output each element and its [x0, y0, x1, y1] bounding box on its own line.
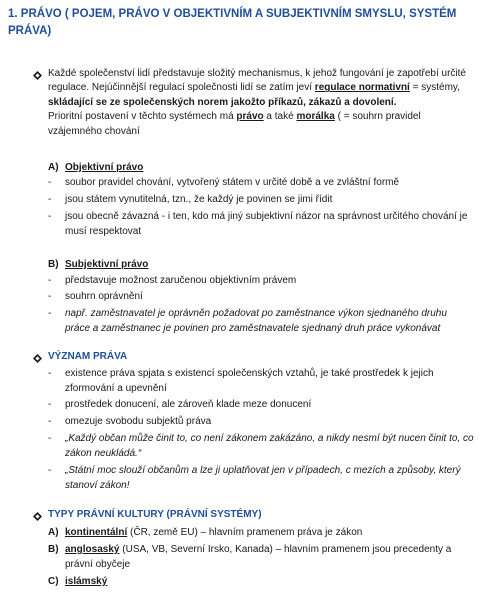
dash-bullet: -	[48, 399, 52, 410]
intro-text: ( = souhrn pravidel	[334, 111, 421, 123]
list-item: např. zaměstnavatel je oprávněn požadovat po zaměstnance výkon sjednaného druhu	[65, 308, 447, 319]
intro-line-5: vzájemného chování	[48, 125, 140, 137]
intro-line-2	[48, 81, 488, 95]
dash-bullet: -	[48, 308, 52, 319]
subjective-heading: Subjektivní právo	[65, 259, 149, 270]
quote-item: „Státní moc slouží občanům a lze ji uplatňovat jen v případech, c mezích a způsoby, který	[65, 465, 461, 476]
objective-heading: Objektivní právo	[65, 162, 144, 173]
term-islamsky: islámský	[65, 576, 108, 587]
type-a-description: (ČR, země EU) – hlavním pramenem práva je zákon	[127, 527, 363, 538]
type-c-letter: C)	[48, 576, 59, 587]
list-item-continued: musí respektovat	[65, 226, 142, 237]
intro-text: a také	[263, 111, 297, 123]
meaning-heading: VÝZNAM PRÁVA	[48, 351, 128, 362]
dash-bullet: -	[48, 291, 52, 302]
diamond-bullet-icon	[33, 71, 42, 80]
list-item-continued: práce a zaměstnanec je povinen pro zaměstnavatele sjednaný druh práce vykonávat	[65, 323, 441, 334]
list-item: soubor pravidel chování, vytvořený státem v určité době a ve zvláštní formě	[65, 177, 400, 188]
intro-text: regulace. Nejúčinnější regulací společnosti lidí se zatím jeví	[48, 82, 315, 94]
list-item: jsou státem vynutitelná, tzn., že každý je povinen se jimi řídit	[65, 194, 333, 205]
term-normative-regulation: regulace normativní	[314, 82, 410, 94]
title-line-2: PRÁVA)	[8, 25, 52, 37]
dash-bullet: -	[48, 211, 52, 222]
quote-item-continued: stanoví zákon!	[65, 480, 130, 491]
dash-bullet: -	[48, 416, 52, 427]
objective-letter: A)	[48, 162, 59, 173]
intro-line-3: skládající se ze společenských norem jakožto příkazů, zákazů a dovolení.	[48, 96, 397, 108]
dash-bullet: -	[48, 368, 52, 379]
term-anglosasky: anglosaský	[65, 544, 120, 555]
type-a-letter: A)	[48, 527, 59, 538]
page-title	[8, 6, 478, 40]
list-item: prostředek donucení, ale zároveň klade meze donucení	[65, 399, 312, 410]
dash-bullet: -	[48, 177, 52, 188]
type-a-item	[65, 526, 362, 540]
type-b-description: (USA, VB, Severní Irsko, Kanada) – hlavním pramenem jsou precedenty a	[119, 544, 452, 555]
diamond-bullet-icon	[33, 512, 42, 521]
intro-text: Prioritní postavení v těchto systémech má	[48, 111, 237, 123]
term-kontinentalni: kontinentální	[65, 527, 128, 538]
type-b-item	[65, 543, 451, 557]
type-b-letter: B)	[48, 544, 59, 555]
term-moralka: morálka	[296, 111, 335, 123]
dash-bullet: -	[48, 275, 52, 286]
title-line-1: 1. PRÁVO ( POJEM, PRÁVO V OBJEKTIVNÍM A SUBJEKTIVNÍM SMYSLU, SYSTÉM	[8, 8, 457, 20]
dash-bullet: -	[48, 194, 52, 205]
list-item: představuje možnost zaručenou objektivním právem	[65, 275, 297, 286]
list-item: existence práva spjata s existencí společenských vztahů, je také prostředek k jejich	[65, 368, 434, 379]
list-item: souhrn oprávnění	[65, 291, 143, 302]
intro-line-1: Každé společenství lidí představuje složitý mechanismus, k jehož fungování je zapotřebí určité	[48, 68, 466, 79]
quote-item: „Každý občan může činit to, co není zákonem zakázáno, a nikdy nesmí být nucen činit to, co	[65, 433, 474, 444]
dash-bullet: -	[48, 433, 52, 444]
diamond-bullet-icon	[33, 354, 42, 363]
quote-item-continued: zákon neukládá.“	[65, 448, 142, 459]
term-pravo: právo	[236, 111, 264, 123]
list-item-continued: zformování a upevnění	[65, 383, 167, 394]
type-b-item-continued: právní obyčeje	[65, 559, 131, 570]
list-item: jsou obecně závazná - i ten, kdo má jiný subjektivní názor na správnost určitého chování je	[65, 211, 468, 222]
list-item: omezuje svobodu subjektů práva	[65, 416, 212, 427]
subjective-letter: B)	[48, 259, 59, 270]
intro-line-4	[48, 110, 488, 124]
dash-bullet: -	[48, 465, 52, 476]
intro-text: = systémy,	[409, 82, 460, 94]
types-heading: TYPY PRÁVNÍ KULTURY (PRÁVNÍ SYSTÉMY)	[48, 509, 262, 520]
intro-paragraph	[48, 67, 488, 139]
